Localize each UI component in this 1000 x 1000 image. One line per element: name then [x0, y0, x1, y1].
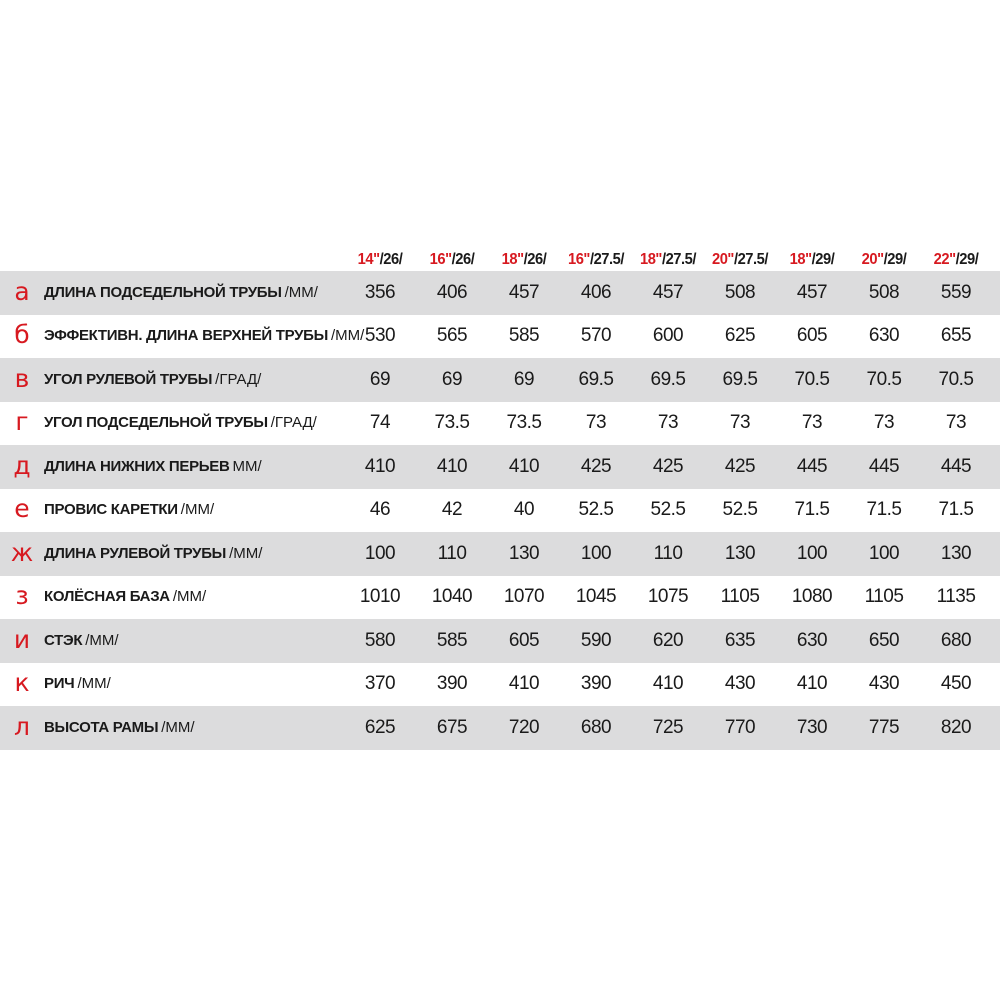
value-cell: 1135 — [936, 586, 976, 608]
row-letter: к — [14, 668, 30, 698]
parameter-unit: /ММ/ — [331, 327, 365, 345]
value-cell: 74 — [369, 412, 391, 434]
value-cell: 71.5 — [866, 499, 902, 521]
row-label — [44, 545, 344, 563]
wheel-size-label: /27.5/ — [589, 251, 625, 268]
wheel-size-label: /26/ — [379, 251, 403, 268]
row-letter: ж — [10, 537, 34, 567]
parameter-name: ДЛИНА НИЖНИХ ПЕРЬЕВ — [44, 457, 230, 475]
value-cell: 605 — [796, 325, 828, 347]
value-cell: 46 — [369, 499, 391, 521]
table-row — [0, 532, 1000, 576]
value-cell: 52.5 — [650, 499, 686, 521]
table-row — [0, 489, 1000, 533]
value-cell: 73 — [873, 412, 895, 434]
value-cell: 69 — [513, 368, 535, 390]
row-letter: г — [15, 407, 29, 437]
table-row — [0, 358, 1000, 402]
value-cell: 42 — [441, 499, 463, 521]
value-cell: 100 — [364, 542, 396, 564]
value-cell: 73.5 — [506, 412, 542, 434]
value-cell: 680 — [940, 629, 972, 651]
row-label — [44, 458, 344, 476]
table-row — [0, 619, 1000, 663]
value-cell: 590 — [580, 629, 612, 651]
size-header-cell — [347, 251, 413, 269]
value-cell: 130 — [508, 542, 540, 564]
parameter-unit: /ММ/ — [229, 544, 263, 562]
wheel-size-label: /27.5/ — [661, 251, 697, 268]
value-cell: 110 — [653, 542, 683, 564]
size-header-cell — [851, 251, 917, 269]
value-cell: 370 — [364, 673, 396, 695]
value-cell: 73 — [945, 412, 967, 434]
value-cell: 457 — [796, 281, 828, 303]
value-cell: 620 — [652, 629, 684, 651]
value-cell: 430 — [724, 673, 756, 695]
value-cell: 69.5 — [722, 368, 758, 390]
wheel-size-label: /29/ — [883, 251, 907, 268]
value-cell: 410 — [508, 455, 540, 477]
parameter-name: РИЧ — [44, 675, 75, 693]
wheel-size-label: /29/ — [955, 251, 979, 268]
size-header-cell — [779, 251, 845, 269]
value-cell: 450 — [940, 673, 972, 695]
size-inch-label: 18" — [639, 251, 662, 268]
value-cell: 70.5 — [866, 368, 902, 390]
value-cell: 675 — [436, 716, 468, 738]
size-header-row — [0, 238, 1000, 271]
value-cell: 630 — [796, 629, 828, 651]
row-letter: и — [13, 624, 31, 654]
value-cell: 70.5 — [794, 368, 830, 390]
size-inch-label: 20" — [711, 251, 734, 268]
table-row — [0, 663, 1000, 707]
parameter-unit: /ММ/ — [284, 283, 318, 301]
size-inch-label: 14" — [357, 251, 380, 268]
value-cell: 600 — [652, 325, 684, 347]
value-cell: 570 — [580, 325, 612, 347]
value-cell: 445 — [940, 455, 972, 477]
value-cell: 655 — [940, 325, 972, 347]
parameter-name: ВЫСОТА РАМЫ — [44, 718, 159, 736]
value-cell: 730 — [796, 716, 828, 738]
value-cell: 605 — [508, 629, 540, 651]
value-cell: 650 — [868, 629, 900, 651]
row-label — [44, 327, 365, 345]
value-cell: 73 — [801, 412, 823, 434]
wheel-size-label: /26/ — [523, 251, 547, 268]
value-cell: 69 — [369, 368, 391, 390]
value-cell: 565 — [436, 325, 468, 347]
value-cell: 775 — [868, 716, 900, 738]
row-letter: е — [14, 494, 30, 524]
parameter-unit: /ММ/ — [161, 718, 195, 736]
value-cell: 820 — [940, 716, 972, 738]
size-inch-label: 18" — [789, 251, 812, 268]
parameter-name: ДЛИНА РУЛЕВОЙ ТРУБЫ — [44, 544, 227, 562]
geometry-rows — [0, 271, 1000, 750]
value-cell: 100 — [796, 542, 828, 564]
row-letter: д — [13, 450, 31, 480]
size-inch-label: 18" — [501, 251, 524, 268]
size-inch-label: 16" — [429, 251, 452, 268]
value-cell: 130 — [940, 542, 972, 564]
value-cell: 508 — [724, 281, 756, 303]
value-cell: 425 — [580, 455, 612, 477]
size-inch-label: 22" — [933, 251, 956, 268]
row-label — [44, 414, 344, 432]
table-row — [0, 445, 1000, 489]
parameter-name: КОЛЁСНАЯ БАЗА — [44, 588, 170, 606]
value-cell: 630 — [868, 325, 900, 347]
size-inch-label: 20" — [861, 251, 884, 268]
value-cell: 406 — [580, 281, 612, 303]
row-letter: л — [14, 711, 30, 741]
value-cell: 585 — [508, 325, 540, 347]
value-cell: 70.5 — [938, 368, 974, 390]
value-cell: 508 — [868, 281, 900, 303]
row-letter: а — [14, 276, 30, 306]
parameter-name: ДЛИНА ПОДСЕДЕЛЬНОЙ ТРУБЫ — [44, 283, 282, 301]
parameter-name: СТЭК — [44, 631, 83, 649]
value-cell: 410 — [364, 455, 396, 477]
wheel-size-label: /29/ — [811, 251, 835, 268]
value-cell: 390 — [580, 673, 612, 695]
value-cell: 410 — [508, 673, 540, 695]
value-cell: 1045 — [575, 586, 617, 608]
wheel-size-label: /26/ — [451, 251, 475, 268]
value-cell: 1075 — [647, 586, 689, 608]
value-cell: 406 — [436, 281, 468, 303]
parameter-unit: /ММ/ — [85, 631, 119, 649]
parameter-unit: /ГРАД/ — [270, 414, 317, 432]
value-cell: 71.5 — [794, 499, 830, 521]
size-header-cell — [707, 251, 773, 269]
value-cell: 40 — [513, 499, 535, 521]
size-header-cell — [635, 251, 701, 269]
parameter-unit: ММ/ — [232, 457, 262, 475]
size-header-cell — [491, 251, 557, 269]
row-label — [44, 675, 344, 693]
value-cell: 445 — [796, 455, 828, 477]
value-cell: 425 — [724, 455, 756, 477]
value-cell: 770 — [724, 716, 756, 738]
row-letter: в — [14, 363, 30, 393]
parameter-unit: /ГРАД/ — [215, 370, 262, 388]
value-cell: 73 — [657, 412, 679, 434]
table-row — [0, 271, 1000, 315]
value-cell: 680 — [580, 716, 612, 738]
row-letter: з — [15, 581, 29, 611]
value-cell: 100 — [580, 542, 612, 564]
value-cell: 457 — [652, 281, 684, 303]
parameter-unit: /ММ/ — [180, 501, 215, 519]
row-label — [44, 719, 344, 737]
value-cell: 720 — [508, 716, 540, 738]
parameter-unit: /ММ/ — [172, 588, 207, 606]
row-label — [44, 284, 344, 302]
value-cell: 445 — [868, 455, 900, 477]
value-cell: 69.5 — [578, 368, 614, 390]
value-cell: 585 — [436, 629, 468, 651]
value-cell: 725 — [652, 716, 684, 738]
value-cell: 1070 — [503, 586, 545, 608]
value-cell: 410 — [652, 673, 684, 695]
value-cell: 635 — [724, 629, 756, 651]
value-cell: 1105 — [864, 586, 904, 608]
parameter-name: УГОЛ РУЛЕВОЙ ТРУБЫ — [44, 370, 213, 388]
value-cell: 1040 — [431, 586, 473, 608]
table-row — [0, 706, 1000, 750]
value-cell: 1010 — [359, 586, 401, 608]
value-cell: 100 — [868, 542, 900, 564]
value-cell: 625 — [364, 716, 396, 738]
row-letter: б — [14, 320, 30, 350]
value-cell: 73 — [585, 412, 607, 434]
row-label — [44, 371, 344, 389]
value-cell: 410 — [436, 455, 468, 477]
value-cell: 130 — [724, 542, 756, 564]
value-cell: 559 — [940, 281, 972, 303]
table-row — [0, 576, 1000, 620]
wheel-size-label: /27.5/ — [733, 251, 769, 268]
size-header-cells — [344, 251, 992, 269]
size-inch-label: 16" — [567, 251, 590, 268]
value-cell: 580 — [364, 629, 396, 651]
table-row — [0, 402, 1000, 446]
row-label — [44, 501, 344, 519]
value-cell: 52.5 — [578, 499, 614, 521]
value-cell: 71.5 — [938, 499, 974, 521]
size-header-cell — [419, 251, 485, 269]
table-row — [0, 315, 1000, 359]
value-cell: 73.5 — [434, 412, 470, 434]
value-cell: 110 — [437, 542, 467, 564]
value-cell: 73 — [729, 412, 751, 434]
value-cell: 390 — [436, 673, 468, 695]
value-cell: 69 — [441, 368, 463, 390]
value-cell: 530 — [364, 325, 396, 347]
size-header-cell — [923, 251, 989, 269]
value-cell: 410 — [796, 673, 828, 695]
parameter-name: УГОЛ ПОДСЕДЕЛЬНОЙ ТРУБЫ — [44, 414, 268, 432]
row-label — [44, 632, 344, 650]
value-cell: 52.5 — [722, 499, 758, 521]
value-cell: 69.5 — [650, 368, 686, 390]
parameter-unit: /ММ/ — [77, 675, 111, 693]
value-cell: 430 — [868, 673, 900, 695]
value-cell: 457 — [508, 281, 540, 303]
value-cell: 425 — [652, 455, 684, 477]
parameter-name: ЭФФЕКТИВН. ДЛИНА ВЕРХНЕЙ ТРУБЫ — [44, 327, 329, 345]
size-header-cell — [563, 251, 629, 269]
row-label — [44, 588, 344, 606]
value-cell: 625 — [724, 325, 756, 347]
value-cell: 1105 — [720, 586, 760, 608]
parameter-name: ПРОВИС КАРЕТКИ — [44, 501, 178, 519]
value-cell: 356 — [364, 281, 396, 303]
geometry-table — [0, 238, 1000, 750]
value-cell: 1080 — [791, 586, 833, 608]
